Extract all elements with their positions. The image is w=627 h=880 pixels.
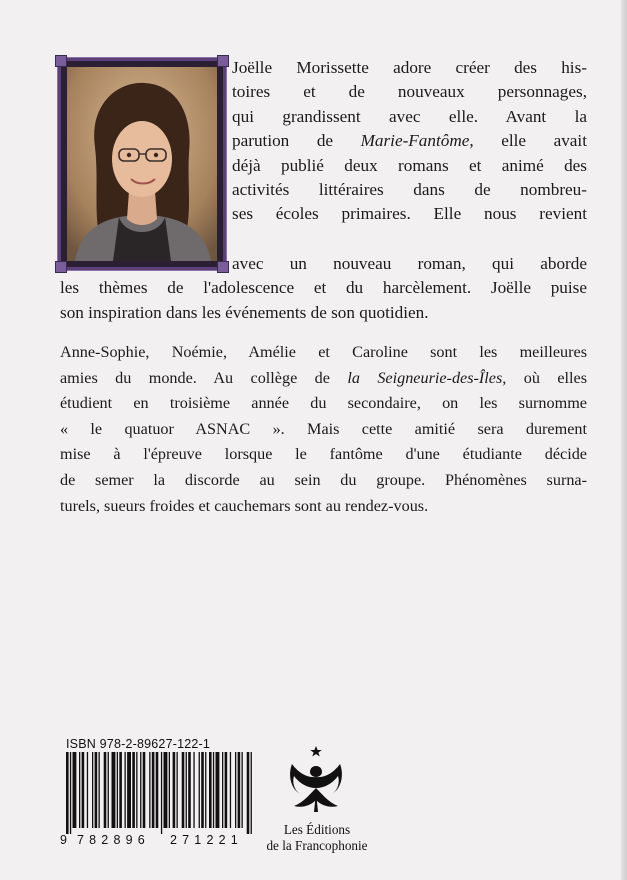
bio-line: Joëlle Morissette adore créer des his- (232, 58, 587, 77)
isbn-label: ISBN 978-2-89627-122-1 (66, 737, 211, 751)
barcode-bar (82, 752, 85, 828)
barcode-bar (104, 752, 107, 828)
barcode-bar (161, 752, 162, 834)
bio-line: son inspiration dans les événements de son quotidien. (60, 302, 429, 322)
bio-line: avec un nouveau roman, qui aborde (232, 254, 587, 273)
barcode-bar (152, 752, 155, 828)
blurb-line: turels, sueurs froides et cauchemars sont au rendez-vous. (60, 496, 429, 515)
barcode-bar (119, 752, 122, 828)
bio-line: qui grandissent avec elle. Avant la (232, 106, 587, 126)
barcode-bar (143, 752, 146, 828)
barcode-bar (66, 752, 69, 834)
barcode-bar (140, 752, 141, 828)
barcode (66, 752, 252, 834)
barcode-bar (149, 752, 150, 828)
bio-line: ses écoles primaires. Elle nous revient (232, 204, 587, 224)
author-bio (232, 56, 587, 227)
barcode-bar (251, 752, 252, 834)
barcode-bar (188, 752, 191, 828)
barcode-bar (238, 752, 241, 828)
portrait-illustration (67, 67, 217, 261)
barcode-bar (99, 752, 100, 828)
blurb-line: « le quatuor ASNAC ». Mais cette amitié sera durement (60, 419, 587, 438)
barcode-digits-left: 782896 (77, 833, 150, 847)
barcode-bar (225, 752, 228, 828)
barcode-bar (173, 752, 176, 828)
blurb-line: mise à l'épreuve lorsque le fantôme d'une étudiante décide (60, 445, 587, 464)
barcode-digits-right: 271221 (170, 833, 243, 847)
frame-corner-ornament (217, 55, 229, 67)
blurb-text: amies du monde. Au collège de (60, 368, 348, 387)
barcode-bar (87, 752, 88, 828)
barcode-bar (182, 752, 185, 828)
school-name: la Seigneurie-des-Îles (347, 368, 503, 387)
barcode-bar (193, 752, 194, 828)
barcode-bar (222, 752, 223, 828)
blurb-line: étudient en troisième année du secondaire, on les surnomme (60, 394, 587, 413)
barcode-bar (205, 752, 206, 828)
barcode-bar (186, 752, 187, 828)
bio-text: , elle avait (469, 131, 587, 151)
publisher-logo-icon (276, 744, 356, 814)
barcode-bar (127, 752, 131, 828)
publisher-line: Les Éditions (283, 822, 351, 837)
author-bio-continued (60, 252, 587, 325)
barcode-bar (216, 752, 220, 828)
barcode-bar (132, 752, 135, 828)
barcode-bar (117, 752, 118, 828)
barcode-bar (79, 752, 80, 828)
barcode-bar (201, 752, 204, 828)
bio-line: les thèmes de l'adolescence et du harcèlement. Joëlle puise (60, 278, 587, 298)
barcode-bar (242, 752, 243, 828)
blurb-line: de semer la discorde au sein du groupe. Phénomènes surna- (60, 470, 587, 489)
barcode-bar (70, 752, 71, 834)
barcode-bar (125, 752, 126, 828)
barcode-bar (247, 752, 250, 834)
barcode-bar (108, 752, 109, 828)
publisher-name (262, 822, 372, 853)
frame-corner-ornament (55, 55, 67, 67)
barcode-bar (235, 752, 236, 828)
barcode-bar (164, 752, 168, 828)
bio-line: activités littéraires dans de nombreu- (232, 180, 587, 200)
barcode-bar (156, 752, 159, 828)
barcode-bar (73, 752, 77, 828)
barcode-bar (199, 752, 200, 828)
page-edge (621, 0, 627, 880)
blurb-line (60, 366, 587, 392)
barcode-digit-first: 9 (60, 833, 67, 847)
publisher-line: de la Francophonie (266, 837, 368, 853)
book-title: Marie-Fantôme (360, 131, 470, 151)
bio-line: toires et de nouveaux personnages, (232, 82, 587, 102)
barcode-bar (209, 752, 212, 828)
bio-text: parution de (232, 131, 361, 151)
barcode-bar (112, 752, 116, 828)
barcode-bar (213, 752, 214, 828)
author-photo (58, 58, 226, 270)
barcode-bar (95, 752, 98, 828)
barcode-bar (169, 752, 170, 828)
barcode-bar (230, 752, 231, 828)
barcode-bar (136, 752, 137, 828)
blurb-text: , où elles (502, 368, 587, 387)
author-portrait (67, 67, 217, 261)
bio-line (232, 129, 587, 153)
blurb-line: Anne-Sophie, Noémie, Amélie et Caroline sont les meilleures (60, 343, 587, 361)
barcode-bar (92, 752, 93, 828)
bio-line: déjà publié deux romans et animé des (232, 155, 587, 175)
book-blurb (60, 340, 587, 519)
barcode-bar (177, 752, 178, 828)
